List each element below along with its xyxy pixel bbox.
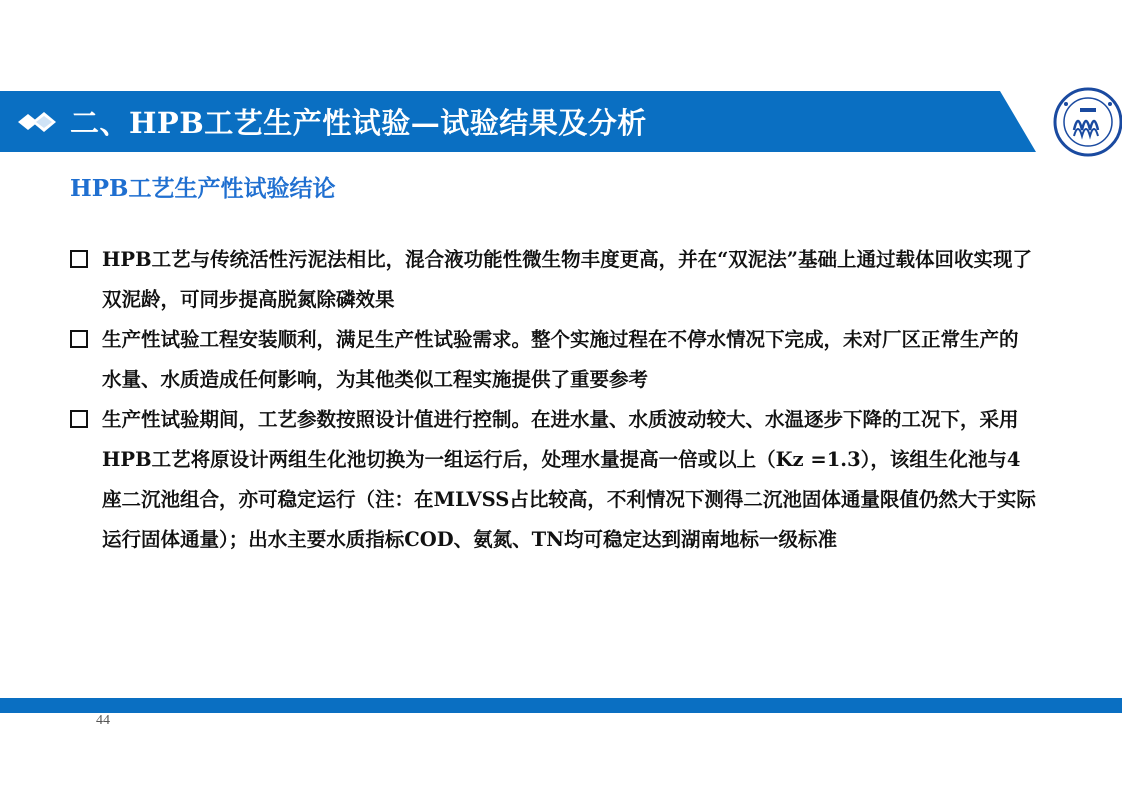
- bullet-item: [70, 320, 1036, 400]
- square-bullet-icon: [70, 330, 88, 348]
- bullet-list: [70, 240, 1036, 560]
- section-subtitle: HPB工艺生产性试验结论: [70, 175, 336, 202]
- university-logo-icon: [1050, 82, 1122, 162]
- page-title: 二、HPB工艺生产性试验—试验结果及分析: [70, 106, 647, 140]
- page-number: 44: [96, 713, 110, 728]
- bullet-item: [70, 240, 1036, 320]
- bullet-item: [70, 400, 1036, 560]
- bullet-text: HPB工艺与传统活性污泥法相比，混合液功能性微生物丰度更高，并在“双泥法”基础上通过载体回收实现了双泥龄，可同步提高脱氮除磷效果: [102, 248, 1033, 311]
- diamond-bullet-icon: [16, 108, 60, 136]
- bullet-text: 生产性试验期间，工艺参数按照设计值进行控制。在进水量、水质波动较大、水温逐步下降的工况下，采用HPB工艺将原设计两组生化池切换为一组运行后，处理水量提高一倍或以上（Kz =1.3），该组生化池与4座二沉池组合，亦可稳定运行（注：在MLVSS占比较高，不利情况下测得二沉池固体通量限值仍然大于实际运行固体通量）；出水主要水质指标COD、氨氮、TN均可稳定达到湖南地标一级标准: [102, 408, 1036, 551]
- bullet-text: 生产性试验工程安装顺利，满足生产性试验需求。整个实施过程在不停水情况下完成，未对厂区正常生产的水量、水质造成任何影响，为其他类似工程实施提供了重要参考: [102, 328, 1019, 391]
- square-bullet-icon: [70, 250, 88, 268]
- square-bullet-icon: [70, 410, 88, 428]
- footer-bar: [0, 698, 1122, 713]
